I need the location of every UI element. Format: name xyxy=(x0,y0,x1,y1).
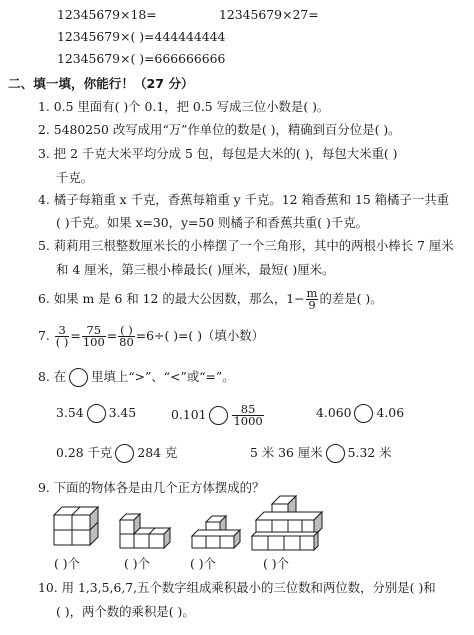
q7-suffix: =6÷( )=( )（填小数） xyxy=(135,328,264,343)
q6-fraction-denominator: 9 xyxy=(308,298,316,312)
section-title: 二、填一填，你能行！（27 分） xyxy=(8,76,194,91)
compare-4 xyxy=(56,444,177,463)
q8-suffix: 里填上“>”、“<”或“=”。 xyxy=(91,369,235,384)
compare-2-fraction xyxy=(232,404,263,427)
compare-circle[interactable] xyxy=(87,404,106,423)
compare-circle[interactable] xyxy=(354,404,373,423)
question-3-line2: 千克。 xyxy=(56,170,94,185)
question-6 xyxy=(38,288,383,311)
question-7 xyxy=(38,325,264,348)
question-10-line2: ( )，两个数的乘积是( )。 xyxy=(56,604,195,619)
top-row-2: 12345679×( )=444444444 xyxy=(57,29,226,44)
circle-icon xyxy=(69,368,88,387)
q7-fraction-1 xyxy=(55,325,70,348)
compare-5-left: 5 米 36 厘米 xyxy=(250,445,323,460)
q7-fraction-2 xyxy=(82,325,106,348)
q6-fraction xyxy=(306,288,319,311)
cube-figure-1 xyxy=(52,505,100,549)
q7-f2-numerator: 75 xyxy=(82,325,106,337)
compare-3-right: 4.06 xyxy=(376,405,405,420)
q7-equals-2: = xyxy=(106,328,118,343)
q7-prefix: 7. xyxy=(38,328,50,343)
question-3-line1: 3. 把 2 千克大米平均分成 5 包，每包是大米的( )，每包大米重( ) xyxy=(38,146,398,161)
q7-fraction-3 xyxy=(118,325,135,348)
question-10-line1: 10. 用 1,3,5,6,7,五个数字组成乘积最小的三位数和两位数，分别是( )和 xyxy=(38,580,436,595)
compare-circle[interactable] xyxy=(209,406,228,425)
q7-equals-1: = xyxy=(70,328,81,343)
compare-5-right: 5.32 米 xyxy=(347,445,392,460)
q7-f3-numerator: ( ) xyxy=(120,323,133,337)
q6-prefix: 6. 如果 m 是 6 和 12 的最大公因数，那么，1− xyxy=(38,291,305,306)
q7-f1-denominator: ( ) xyxy=(55,335,69,349)
compare-4-left: 0.28 千克 xyxy=(56,445,113,460)
compare-1-left: 3.54 xyxy=(56,405,84,420)
q7-f2-denominator: 100 xyxy=(82,335,105,349)
question-9: 9. 下面的物体各是由几个正方体摆成的？ xyxy=(38,480,265,495)
top-row-1b: 12345679×27= xyxy=(219,7,319,22)
compare-3-left: 4.060 xyxy=(316,405,352,420)
compare-3 xyxy=(316,404,404,423)
cube-figure-3 xyxy=(190,512,242,550)
question-2: 2. 5480250 改写成用“万”作单位的数是( )，精确到百分位是( )。 xyxy=(38,122,401,137)
top-row-1a: 12345679×18= xyxy=(57,7,157,22)
figure-3-answer: ( )个 xyxy=(190,556,216,571)
question-5-line2: 和 4 厘米，第三根小棒最长( )厘米，最短( )厘米。 xyxy=(56,262,335,277)
q6-fraction-numerator: m xyxy=(306,286,318,300)
compare-circle[interactable] xyxy=(115,444,134,463)
question-5-line1: 5. 莉莉用三根整数厘米长的小棒摆了一个三角形，其中的两根小棒长 7 厘米 xyxy=(38,238,454,253)
top-row-3: 12345679×( )=666666666 xyxy=(57,51,226,66)
compare-4-right: 284 克 xyxy=(137,445,178,460)
cube-figure-2 xyxy=(118,510,172,550)
compare-1 xyxy=(56,404,136,423)
figure-1-answer: ( )个 xyxy=(54,556,80,571)
compare-2-left: 0.101 xyxy=(171,407,207,422)
q7-f3-denominator: 80 xyxy=(119,335,134,349)
compare-1-right: 3.45 xyxy=(108,405,137,420)
question-8 xyxy=(38,368,235,387)
figure-4-answer: ( )个 xyxy=(263,556,289,571)
q6-suffix: 的差是( )。 xyxy=(319,291,383,306)
question-4-line1: 4. 橘子每箱重 x 千克，香蕉每箱重 y 千克。12 箱香蕉和 15 箱橘子一共重 xyxy=(38,192,450,207)
compare-5 xyxy=(250,444,392,463)
cube-figure-4 xyxy=(250,494,326,552)
compare-2-numerator: 85 xyxy=(232,404,263,416)
q7-f1-numerator: 3 xyxy=(55,325,70,337)
q8-prefix: 8. 在 xyxy=(38,369,67,384)
compare-2 xyxy=(171,404,265,427)
compare-circle[interactable] xyxy=(326,444,345,463)
question-1: 1. 0.5 里面有( )个 0.1，把 0.5 写成三位小数是( )。 xyxy=(38,99,330,114)
question-4-line2: ( )千克。如果 x=30，y=50 则橘子和香蕉共重( )千克。 xyxy=(56,215,369,230)
compare-2-denominator: 1000 xyxy=(233,414,263,428)
figure-2-answer: ( )个 xyxy=(124,556,150,571)
